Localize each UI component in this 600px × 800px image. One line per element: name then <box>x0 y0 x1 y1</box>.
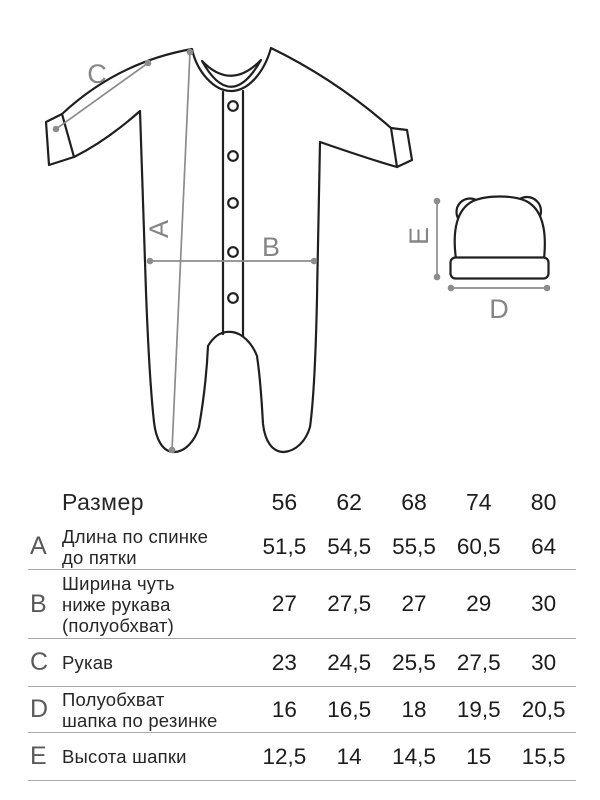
cell-value: 16 <box>271 696 297 722</box>
measure-label-b: B <box>261 232 281 262</box>
row-label <box>62 746 252 767</box>
row-label <box>62 526 252 568</box>
cell-value: 14 <box>336 743 362 769</box>
measure-dot <box>434 274 441 281</box>
cell-value: 30 <box>531 649 557 675</box>
cell-value: 18 <box>401 696 427 722</box>
measure-label-d: D <box>489 294 509 324</box>
row-label-line: до пятки <box>62 546 137 568</box>
cell-value: 24,5 <box>327 649 372 675</box>
table-row-d <box>28 687 576 733</box>
cell-value: 27,5 <box>456 649 501 675</box>
size-column-80: 80 <box>530 488 557 515</box>
measure-dot <box>544 285 551 292</box>
measure-dot <box>448 285 455 292</box>
cell-value: 27 <box>401 591 427 616</box>
cell-value: 25,5 <box>392 649 436 675</box>
cell-value: 15 <box>466 743 492 769</box>
snap-button <box>228 247 238 257</box>
table-row-e <box>28 733 576 781</box>
size-column-62: 62 <box>336 488 362 515</box>
cell-value: 12,5 <box>262 743 307 769</box>
size-column-68: 68 <box>401 488 427 515</box>
size-table <box>0 480 600 781</box>
row-letter: A <box>30 532 47 560</box>
measure-label-a: A <box>144 219 174 239</box>
row-label-line: (полуобхват) <box>62 614 174 636</box>
cell-value: 51,5 <box>262 533 307 559</box>
cell-value: 19,5 <box>456 696 501 722</box>
snap-button <box>228 198 238 208</box>
cell-value: 14,5 <box>392 743 436 769</box>
cell-value: 55,5 <box>392 533 436 559</box>
size-column-56: 56 <box>271 488 298 515</box>
row-label-line: Длина по спинке <box>62 525 209 547</box>
cell-value: 15,5 <box>521 743 566 769</box>
cell-value: 29 <box>466 591 492 616</box>
cell-value: 30 <box>531 591 557 616</box>
measure-label-c: C <box>87 59 107 89</box>
measure-dot <box>169 447 176 454</box>
size-table-header-row <box>28 480 576 524</box>
cell-value: 54,5 <box>327 533 372 559</box>
hat-dome <box>455 197 545 260</box>
table-row-a <box>28 524 576 570</box>
measure-dot <box>147 258 154 265</box>
snap-button <box>228 293 238 303</box>
cell-value: 64 <box>531 533 557 559</box>
measure-dot <box>311 258 318 265</box>
row-label-line: ниже рукава <box>62 593 171 615</box>
table-row-c <box>28 639 576 687</box>
measure-dot <box>434 198 441 205</box>
measure-label-e: E <box>404 226 434 246</box>
row-letter: B <box>30 589 47 618</box>
size-header-label: Размер <box>62 488 145 515</box>
row-label-line: шапка по резинке <box>62 709 218 731</box>
cell-value: 16,5 <box>327 696 372 722</box>
size-column-74: 74 <box>465 488 492 515</box>
row-label <box>62 689 252 731</box>
cell-value: 20,5 <box>521 696 566 722</box>
hat-brim <box>451 258 549 279</box>
cell-value: 60,5 <box>456 533 501 559</box>
row-label <box>62 652 252 673</box>
row-letter: E <box>30 742 47 770</box>
snap-button <box>228 101 238 111</box>
measure-dot <box>145 60 152 67</box>
row-label-line: Полуобхват <box>62 688 165 710</box>
cell-value: 23 <box>271 649 297 675</box>
row-label-line: Рукав <box>62 652 114 673</box>
row-label-line: Высота шапки <box>62 746 187 767</box>
row-label <box>62 573 252 636</box>
measure-dot <box>53 126 60 133</box>
cell-value: 27 <box>271 591 297 616</box>
row-label-line: Ширина чуть <box>62 572 175 594</box>
cell-value: 27,5 <box>327 591 372 616</box>
row-letter: D <box>30 695 49 723</box>
table-row-b <box>28 570 576 639</box>
snap-button <box>228 151 238 161</box>
row-letter: C <box>30 648 49 676</box>
measure-dot <box>187 49 194 56</box>
